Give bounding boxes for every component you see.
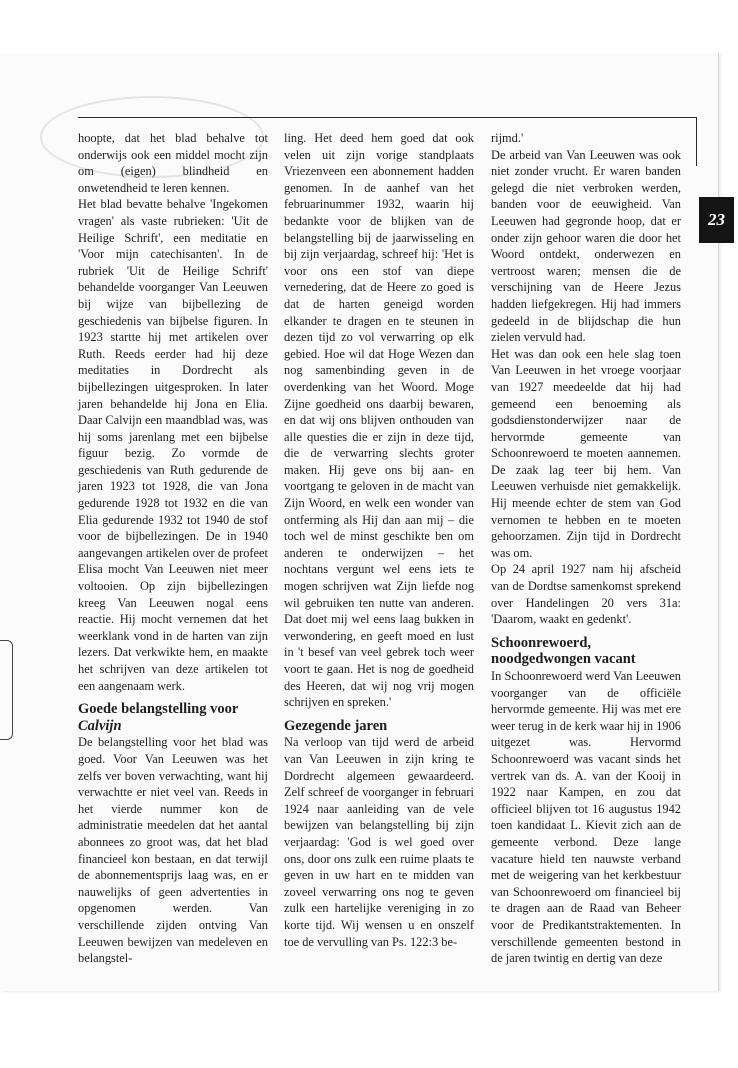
section-heading: Gezegende jaren	[284, 717, 388, 734]
paragraph: Het was dan ook een hele slag toen Van Leeuwen in het vroege voorjaar van 1927 meedeelde dat hij had gemeend een benoeming als godsdienstonderwijzer naar de hervormde gemeente van Schoonrewoerd te moeten aannemen. De zaak lag teer bij hem. Van Leeuwen verhuisde niet gemakkelijk. Hij meende echter de stem van God vernomen te hebben en te moeten gehoorzamen. Zijn tijd in Dordrecht was om.	[491, 346, 681, 560]
section-heading: Goede belangstelling voor Calvijn	[78, 701, 239, 734]
text-column-2	[284, 130, 474, 950]
page-number-tab: 23	[699, 197, 734, 243]
paragraph: De belangstelling voor het blad was goed. Voor Van Leeuwen was het zelfs ver boven verwachting, want hij verwachtte er niet veel van. Reeds in het vierde nummer kon de administratie meedelen dat het aantal abonnees zo groot was, dat het blad financieel kon bestaan, en dat terwijl de abonnementsprijs laag was, en er nauwelijks of geen advertenties in opgenomen werden. Van verschillende zijden ontving Van Leeuwen bewijzen van medeleven en belangstel-	[78, 735, 268, 966]
paragraph: Op 24 april 1927 nam hij afscheid van de Dordtse samenkomst sprekend over Handelingen 20 vers 31a: 'Daarom, waakt en gedenkt'.	[491, 562, 681, 627]
paragraph: hoopte, dat het blad behalve tot onderwijs ook een middel mocht zijn om (eigen) blindheid en onwetendheid te leren kennen.	[78, 131, 268, 195]
paragraph: rijmd.'	[491, 131, 524, 145]
top-rule	[78, 117, 696, 118]
paragraph: Het blad bevatte behalve 'Ingekomen vragen' als vaste rubrieken: 'Uit de Heilige Schrift', een meditatie en 'Voor mijn catechisanten'. In de rubriek 'Uit de Heilige Schrift' behandelde voorganger Van Leeuwen bij wijze van bijbellezing de geschiedenis van bijbelse figuren. In 1923 startte hij met artikelen over Ruth. Reeds eerder had hij deze meditaties in Dordrecht als bijbellezingen uitgesproken. In later jaren behandelde hij Jona en Elia. Daar Calvijn een maandblad was, was hij soms jarenlang met een bijbelse figuur bezig. Zo vormde de geschiedenis van Ruth gedurende de jaren 1923 tot 1928, die van Jona gedurende 1928 tot 1932 en die van Elia gedurende 1932 tot 1940 de stof voor de bijbellezingen. De in 1940 aangevangen artikelen over de profeet Elisa mocht Van Leeuwen niet meer voltooien. Op zijn bijbellezingen kreeg Van Leeuwen nogal eens reactie. Hij mocht vernemen dat het weerklank vond in de harten van zijn lezers. Dat verkwikte hem, en maakte het schrijven van deze artikelen tot een aangenaam werk.	[78, 197, 268, 693]
binding-mark	[0, 640, 13, 740]
text-column-1	[78, 130, 268, 967]
paragraph: ling. Het deed hem goed dat ook velen uit zijn vorige standplaats Vriezenveen een abonnement hadden genomen. In de aanhef van het februarinummer 1932, waarin hij bedankte voor de blijken van de belangstelling bij de jaarwisseling en bij zijn verjaardag, schreef hij: 'Het is voor ons een stof van diepe vernedering, dat de Heere zo goed is dat de harten geneigd worden elkander te dragen en te steunen in dezen tijd zo vol verwarring op elk gebied. Hoe wil dat Hoge Wezen dan nog samenbinding geven in de overdenking van het Woord. Moge Zijne goedheid ons daarbij bewaren, en dat wij ons blijven onthouden van alle questies die er zijn in deze tijd, die de verwarring slechts groter maken. Hij geve ons bij aan- en voortgang te geloven in de macht van Zijn Woord, en welk een wonder van ontferming als Hij dan aan mij – die toch wel de minst geschikte ben om anderen te onderwijzen – het nochtans vergunt wel eens iets te mogen schrijven wat Zijn liefde nog wil gebruiken ten nutte van anderen. Dat doet mij wel eens laag bukken in verwondering, en geeft moed en lust in 't besef van veel gebrek toch weer voort te gaan. Het is nog de goedheid des Heeren, dat wij nog vrij mogen schrijven en spreken.'	[284, 131, 474, 710]
right-rule	[696, 117, 697, 166]
paragraph: De arbeid van Van Leeuwen was ook niet zonder vrucht. Er waren banden gelegd die niet verbroken werden, banden voor de eeuwigheid. Van Leeuwen had gegronde hoop, dat er onder zijn gehoor waren die door het Woord ontdekt, onderwezen en vertroost waren; mensen die de verschijning van de Heere Jezus hadden liefgekregen. Hij had immers gedeeld in de blijdschap die hun zielen vervuld had.	[491, 147, 681, 345]
paragraph: Na verloop van tijd werd de arbeid van Van Leeuwen in zijn kring te Dordrecht algemeen gewaardeerd. Zelf schreef de voorganger in februari 1924 naar aanleiding van de vele bewijzen van belangstelling bij zijn verjaardag: 'God is wel goed over ons, door ons zulk een ruime plaats te geven in uw hart en te midden van zoveel verwarring ons nog te geven zulk een hartelijke vereniging in zo korte tijd. Wij wensen u en onszelf toe de vervulling van Ps. 122:3 be-	[284, 735, 474, 949]
text-column-3	[491, 130, 681, 967]
section-heading: Schoonrewoerd, noodgedwongen vacant	[491, 634, 636, 668]
paragraph: In Schoonrewoerd werd Van Leeuwen voorganger van de officiële hervormde gemeente. Hij was met ere weer terug in de kerk waar hij in 1906 uitgezet was. Hervormd Schoonrewoerd was vacant sinds het vertrek van ds. A. van der Kooij in 1922 naar Kampen, en zou dat officieel blijven tot 16 augustus 1942 toen kandidaat L. Kievit zich aan de gemeente verbond. Deze lange vacature hield ten nauwste verband met de weigering van het kerkbestuur van Schoonrewoerd om financieel bij te dragen aan de Raad van Beheer voor de Predikantstraktementen. In verschillende gemeenten bestond in de jaren twintig en dertig van deze	[491, 669, 681, 966]
